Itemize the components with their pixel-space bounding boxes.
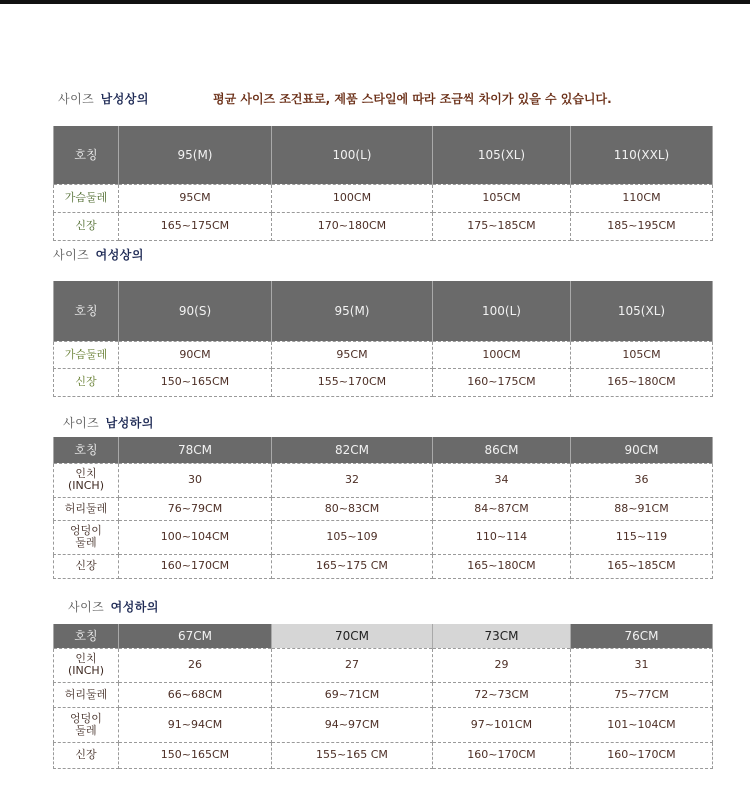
table-cell: 165~175 CM [272, 554, 433, 578]
table-cell: 100CM [433, 341, 571, 368]
table-cell: 105CM [433, 184, 571, 212]
row-label: 인치 (INCH) [54, 648, 119, 682]
table-cell: 105~109 [272, 520, 433, 554]
table-cell: 165~180CM [433, 554, 571, 578]
table-row [54, 520, 713, 554]
table-cell: 80~83CM [272, 497, 433, 520]
header-cell: 110(XXL) [571, 126, 713, 184]
table-row [54, 682, 713, 707]
womens-bottoms-table [53, 624, 713, 769]
table-cell: 72~73CM [433, 682, 571, 707]
table-cell: 88~91CM [571, 497, 713, 520]
table-cell: 165~175CM [119, 212, 272, 240]
table-cell: 150~165CM [119, 368, 272, 396]
table-row [54, 463, 713, 497]
header-cell: 100(L) [272, 126, 433, 184]
table-cell: 150~165CM [119, 742, 272, 768]
row-label: 신장 [54, 368, 119, 396]
header-cell: 90(S) [119, 281, 272, 341]
header-cell: 82CM [272, 437, 433, 463]
table-row [54, 742, 713, 768]
table-cell: 160~170CM [433, 742, 571, 768]
row-label: 허리둘레 [54, 682, 119, 707]
table-cell: 155~165 CM [272, 742, 433, 768]
header-row [54, 281, 713, 341]
header-cell: 호칭 [54, 126, 119, 184]
header-cell: 78CM [119, 437, 272, 463]
section-title-womens-bottoms: 사이즈 여성하의 [68, 600, 159, 614]
table-cell: 69~71CM [272, 682, 433, 707]
section-title-mens-bottoms: 사이즈 남성하의 [63, 416, 154, 430]
table-row [54, 368, 713, 396]
table-row [54, 497, 713, 520]
header-cell: 67CM [119, 624, 272, 648]
table-cell: 160~175CM [433, 368, 571, 396]
header-row [54, 437, 713, 463]
table-cell: 26 [119, 648, 272, 682]
table-cell: 100CM [272, 184, 433, 212]
table-cell: 66~68CM [119, 682, 272, 707]
row-label: 엉덩이 둘레 [54, 520, 119, 554]
header-cell: 70CM [272, 624, 433, 648]
header-cell: 73CM [433, 624, 571, 648]
header-cell: 호칭 [54, 624, 119, 648]
header-cell: 호칭 [54, 281, 119, 341]
table-cell: 84~87CM [433, 497, 571, 520]
table-cell: 115~119 [571, 520, 713, 554]
table-cell: 30 [119, 463, 272, 497]
header-cell: 90CM [571, 437, 713, 463]
table-cell: 31 [571, 648, 713, 682]
row-label: 가슴둘레 [54, 341, 119, 368]
table-row [54, 212, 713, 240]
table-cell: 155~170CM [272, 368, 433, 396]
row-label: 가슴둘레 [54, 184, 119, 212]
table-cell: 95CM [272, 341, 433, 368]
table-cell: 101~104CM [571, 707, 713, 742]
header-cell: 95(M) [119, 126, 272, 184]
row-label: 신장 [54, 742, 119, 768]
mens-bottoms-table [53, 437, 713, 579]
table-cell: 97~101CM [433, 707, 571, 742]
header-cell: 86CM [433, 437, 571, 463]
size-notice: 평균 사이즈 조건표로, 제품 스타일에 따라 조금씩 차이가 있을 수 있습니다. [213, 92, 612, 106]
top-border [0, 0, 750, 4]
header-cell: 105(XL) [433, 126, 571, 184]
table-cell: 27 [272, 648, 433, 682]
table-row [54, 341, 713, 368]
header-cell: 105(XL) [571, 281, 713, 341]
row-label: 신장 [54, 554, 119, 578]
row-label: 인치 (INCH) [54, 463, 119, 497]
row-label: 엉덩이 둘레 [54, 707, 119, 742]
table-cell: 165~185CM [571, 554, 713, 578]
header-cell: 76CM [571, 624, 713, 648]
table-cell: 34 [433, 463, 571, 497]
header-cell: 100(L) [433, 281, 571, 341]
table-cell: 29 [433, 648, 571, 682]
table-cell: 94~97CM [272, 707, 433, 742]
table-cell: 76~79CM [119, 497, 272, 520]
table-row [54, 184, 713, 212]
table-cell: 75~77CM [571, 682, 713, 707]
header-cell: 호칭 [54, 437, 119, 463]
table-cell: 185~195CM [571, 212, 713, 240]
table-row [54, 707, 713, 742]
table-cell: 90CM [119, 341, 272, 368]
table-cell: 100~104CM [119, 520, 272, 554]
table-cell: 110~114 [433, 520, 571, 554]
table-cell: 91~94CM [119, 707, 272, 742]
table-row [54, 554, 713, 578]
table-cell: 175~185CM [433, 212, 571, 240]
section-title-mens-tops: 사이즈 남성상의 [58, 92, 149, 106]
header-cell: 95(M) [272, 281, 433, 341]
table-row [54, 648, 713, 682]
table-cell: 110CM [571, 184, 713, 212]
mens-tops-table [53, 126, 713, 241]
table-cell: 170~180CM [272, 212, 433, 240]
womens-tops-table [53, 281, 713, 397]
row-label: 허리둘레 [54, 497, 119, 520]
section-title-womens-tops: 사이즈 여성상의 [53, 248, 144, 262]
table-cell: 95CM [119, 184, 272, 212]
row-label: 신장 [54, 212, 119, 240]
table-cell: 160~170CM [119, 554, 272, 578]
header-row [54, 126, 713, 184]
table-cell: 160~170CM [571, 742, 713, 768]
table-cell: 105CM [571, 341, 713, 368]
header-row [54, 624, 713, 648]
table-cell: 36 [571, 463, 713, 497]
table-cell: 165~180CM [571, 368, 713, 396]
table-cell: 32 [272, 463, 433, 497]
